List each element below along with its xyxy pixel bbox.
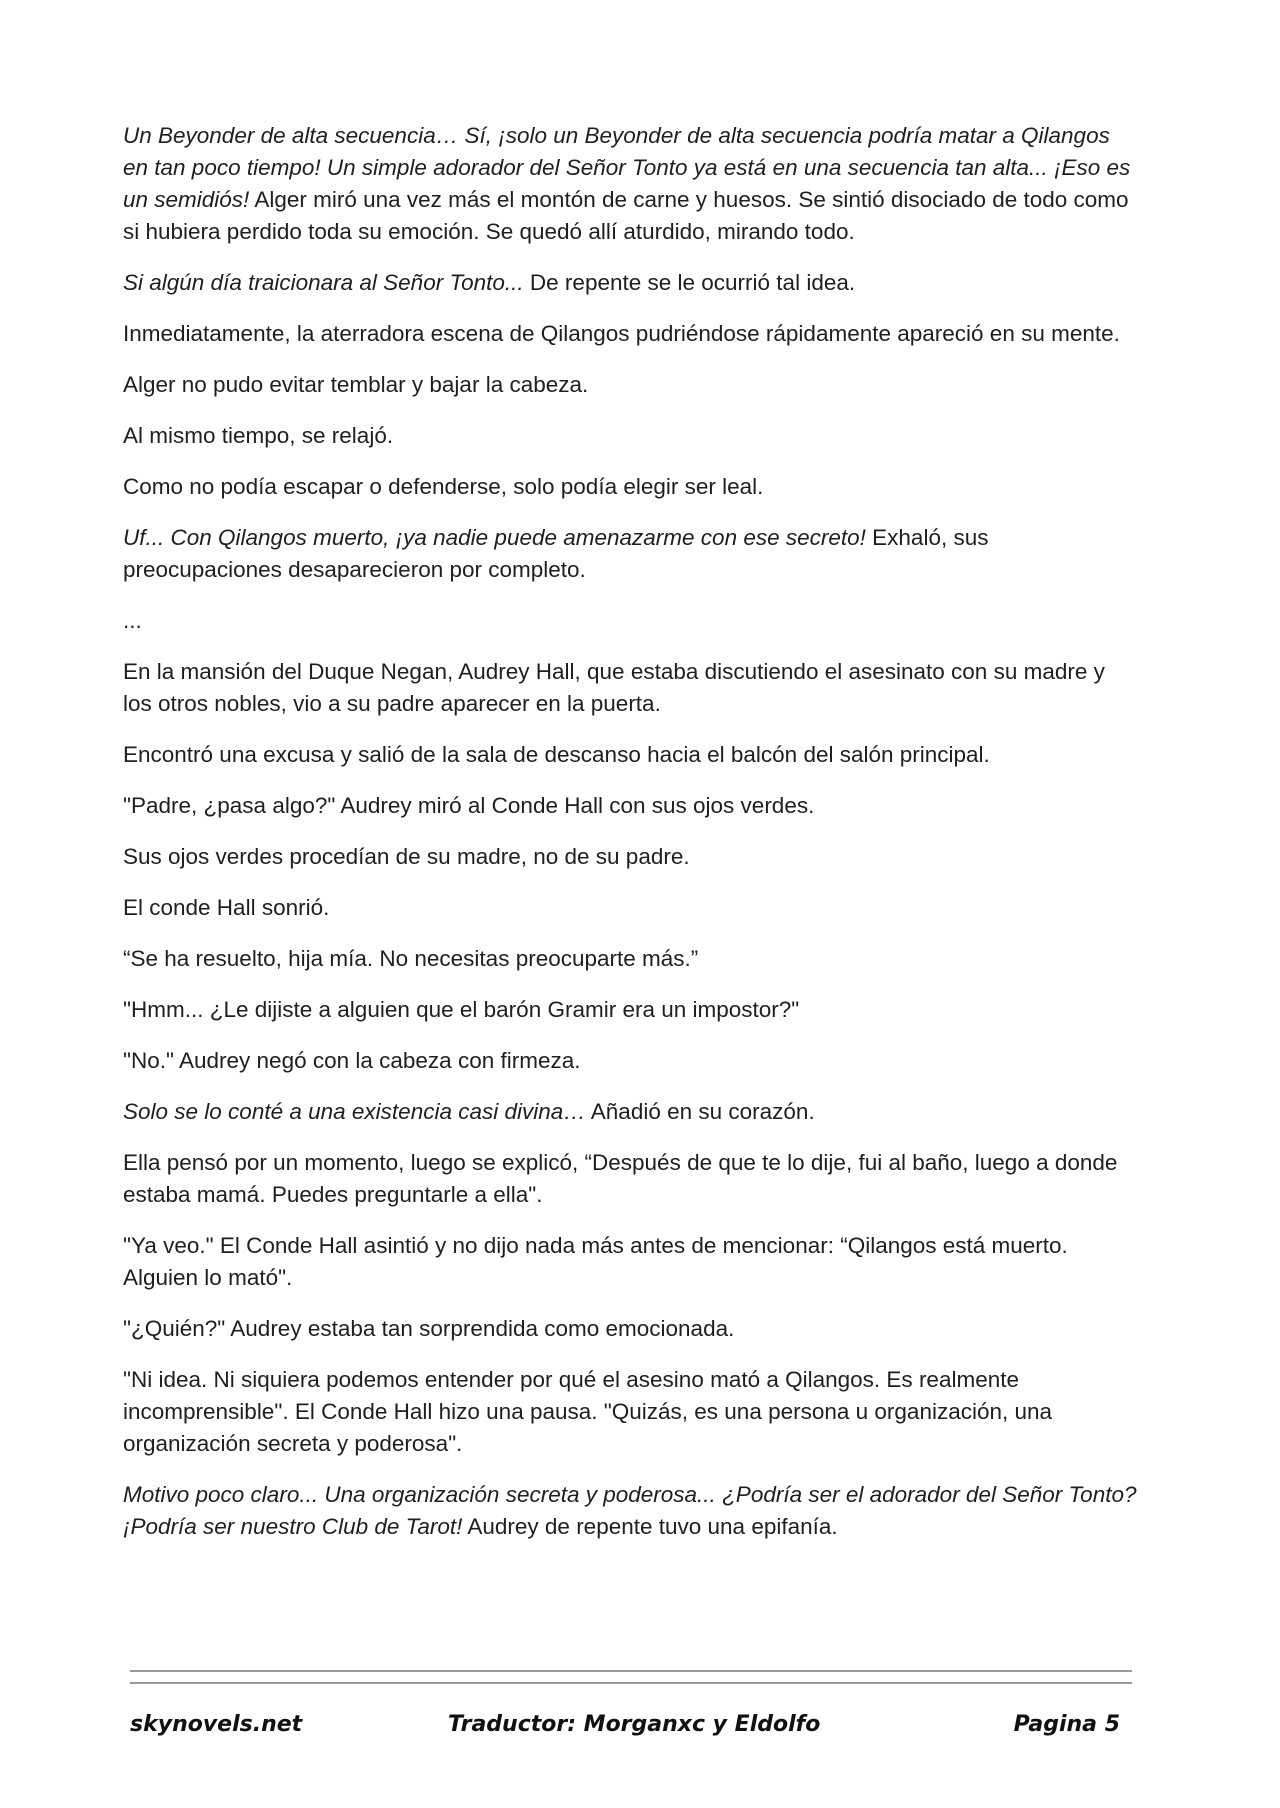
paragraph xyxy=(123,120,1138,248)
paragraph xyxy=(123,790,1138,822)
paragraph xyxy=(123,1364,1138,1460)
paragraph xyxy=(123,1096,1138,1128)
paragraph xyxy=(123,892,1138,924)
text-run: Inmediatamente, la aterradora escena de Qilangos pudriéndose rápidamente apareció en su mente. xyxy=(123,321,1120,346)
text-run: Como no podía escapar o defenderse, solo podía elegir ser leal. xyxy=(123,474,764,499)
paragraph xyxy=(123,656,1138,720)
paragraph xyxy=(123,943,1138,975)
paragraph xyxy=(123,1147,1138,1211)
text-run: Encontró una excusa y salió de la sala de descanso hacia el balcón del salón principal. xyxy=(123,742,990,767)
paragraph xyxy=(123,267,1138,299)
text-run: “Se ha resuelto, hija mía. No necesitas preocuparte más.” xyxy=(123,946,699,971)
text-run: De repente se le ocurrió tal idea. xyxy=(523,270,856,295)
paragraph xyxy=(123,1313,1138,1345)
paragraph xyxy=(123,841,1138,873)
paragraph xyxy=(123,471,1138,503)
text-run: "Ya veo." El Conde Hall asintió y no dijo nada más antes de mencionar: “Qilangos está muerto. Alguien lo mató". xyxy=(123,1233,1068,1290)
text-run: Sus ojos verdes procedían de su madre, no de su padre. xyxy=(123,844,690,869)
footer-site: skynovels.net xyxy=(130,1712,303,1737)
footer-rule-bottom xyxy=(130,1682,1132,1684)
text-run: "¿Quién?" Audrey estaba tan sorprendida como emocionada. xyxy=(123,1316,735,1341)
text-run: El conde Hall sonrió. xyxy=(123,895,330,920)
italic-text: Motivo poco claro... Una organización secreta y poderosa... ¿Podría ser el adorador del Señor Tonto? ¡Podría ser nuestro Club de Tarot! xyxy=(123,1482,1137,1539)
paragraph xyxy=(123,369,1138,401)
paragraph xyxy=(123,522,1138,586)
italic-text: Solo se lo conté a una existencia casi divina… xyxy=(123,1099,586,1124)
text-run: "Hmm... ¿Le dijiste a alguien que el barón Gramir era un impostor?" xyxy=(123,997,800,1022)
text-run: Exhaló, sus preocupaciones desaparecieron por completo. xyxy=(123,525,989,582)
italic-text: Uf... Con Qilangos muerto, ¡ya nadie puede amenazarme con ese secreto! xyxy=(123,525,866,550)
text-run: Ella pensó por un momento, luego se explicó, “Después de que te lo dije, fui al baño, luego a donde estaba mamá. Puedes preguntarle a ella". xyxy=(123,1150,1118,1207)
paragraph xyxy=(123,1045,1138,1077)
footer-translator: Traductor: Morganxc y Eldolfo xyxy=(448,1712,821,1737)
text-run: ... xyxy=(123,608,142,633)
footer-page-number: Pagina 5 xyxy=(1013,1712,1120,1737)
text-run: En la mansión del Duque Negan, Audrey Hall, que estaba discutiendo el asesinato con su madre y los otros nobles, vio a su padre aparecer en la puerta. xyxy=(123,659,1105,716)
text-run: Añadió en su corazón. xyxy=(585,1099,815,1124)
page-body xyxy=(123,120,1138,1562)
paragraph xyxy=(123,1230,1138,1294)
text-run: "Ni idea. Ni siquiera podemos entender por qué el asesino mató a Qilangos. Es realmente incomprensible". El Conde Hall hizo una pausa. "Quizás, es una persona u organización, una organización secreta y poderosa". xyxy=(123,1367,1053,1456)
text-run: Audrey de repente tuvo una epifanía. xyxy=(462,1514,838,1539)
paragraph xyxy=(123,739,1138,771)
text-run: Al mismo tiempo, se relajó. xyxy=(123,423,394,448)
italic-text: Un Beyonder de alta secuencia… Sí, ¡solo un Beyonder de alta secuencia podría matar a Qilangos en tan poco tiempo! Un simple adorador del Señor Tonto ya está en una secuencia tan alta... ¡Eso es un semidiós! xyxy=(123,123,1131,212)
text-run: Alger no pudo evitar temblar y bajar la cabeza. xyxy=(123,372,589,397)
italic-text: Si algún día traicionara al Señor Tonto... xyxy=(123,270,524,295)
paragraph xyxy=(123,605,1138,637)
paragraph xyxy=(123,318,1138,350)
paragraph xyxy=(123,420,1138,452)
text-run: "No." Audrey negó con la cabeza con firmeza. xyxy=(123,1048,581,1073)
text-run: "Padre, ¿pasa algo?" Audrey miró al Conde Hall con sus ojos verdes. xyxy=(123,793,815,818)
footer-rule-top xyxy=(130,1670,1132,1672)
paragraph xyxy=(123,1479,1138,1543)
paragraph xyxy=(123,994,1138,1026)
text-run: Alger miró una vez más el montón de carne y huesos. Se sintió disociado de todo como si hubiera perdido toda su emoción. Se quedó allí aturdido, mirando todo. xyxy=(123,187,1129,244)
